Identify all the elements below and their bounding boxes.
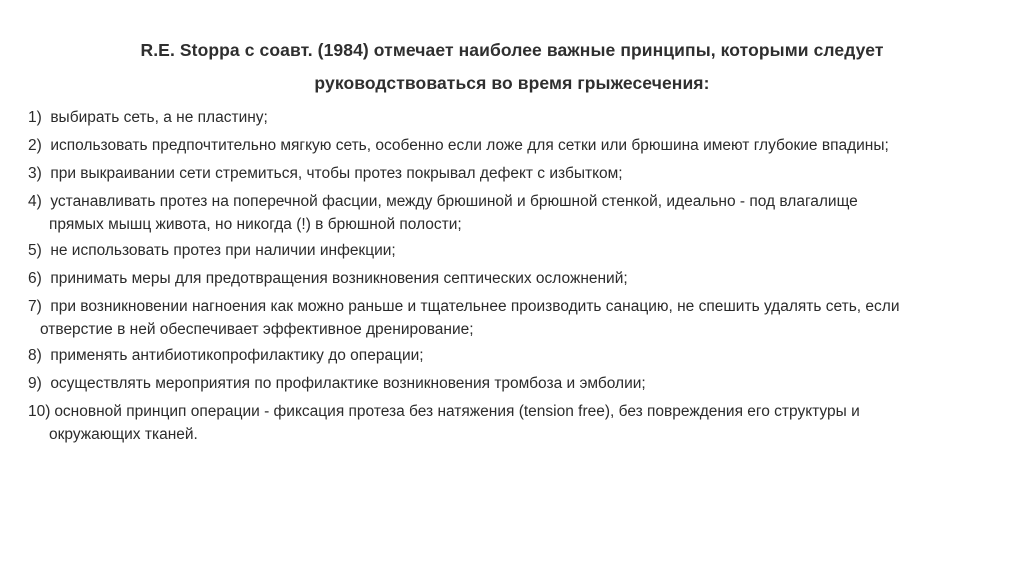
list-item: [28, 132, 998, 160]
item-number: 9): [28, 375, 42, 392]
item-text: основной принцип операции - фиксация протеза без натяжения (tension free), без повреждения его структуры и: [54, 403, 860, 420]
list-item: [28, 370, 998, 398]
list-item: [28, 398, 998, 447]
item-number: 6): [28, 270, 42, 287]
list-item: [28, 188, 998, 237]
item-number: 3): [28, 165, 42, 182]
item-text: устанавливать протез на поперечной фасции, между брюшиной и брюшной стенкой, идеально - под влагалище: [50, 193, 858, 210]
item-text: выбирать сеть, а не пластину;: [50, 109, 268, 126]
principles-list: [28, 104, 998, 447]
item-text: осуществлять мероприятия по профилактике возникновения тромбоза и эмболии;: [50, 375, 646, 392]
slide-title-line-1: R.E. Stoppa с соавт. (1984) отмечает наиболее важные принципы, которыми следует: [140, 40, 884, 60]
slide-title-line-2: руководствоваться во время грыжесечения:: [314, 73, 710, 93]
list-item: [28, 293, 998, 342]
item-text-continuation: отверстие в ней обеспечивает эффективное дренирование;: [40, 321, 474, 338]
item-number: 10): [28, 403, 51, 420]
item-text: использовать предпочтительно мягкую сеть, особенно если ложе для сетки или брюшина имеют глубокие впадины;: [50, 137, 889, 154]
list-item: [28, 237, 998, 265]
list-item: [28, 342, 998, 370]
item-text: при возникновении нагноения как можно раньше и тщательнее производить санацию, не спешить удалять сеть, если: [50, 298, 900, 315]
item-text-continuation: прямых мышц живота, но никогда (!) в брюшной полости;: [49, 216, 462, 233]
item-number: 7): [28, 298, 42, 315]
item-number: 4): [28, 193, 42, 210]
item-text: применять антибиотикопрофилактику до операции;: [50, 347, 424, 364]
list-item: [28, 104, 998, 132]
list-item: [28, 265, 998, 293]
item-text-continuation: окружающих тканей.: [49, 426, 198, 443]
item-text: не использовать протез при наличии инфекции;: [50, 242, 396, 259]
item-number: 1): [28, 109, 42, 126]
item-number: 2): [28, 137, 42, 154]
list-item: [28, 160, 998, 188]
item-text: при выкраивании сети стремиться, чтобы протез покрывал дефект с избытком;: [50, 165, 623, 182]
item-number: 8): [28, 347, 42, 364]
item-text: принимать меры для предотвращения возникновения септических осложнений;: [50, 270, 628, 287]
item-number: 5): [28, 242, 42, 259]
